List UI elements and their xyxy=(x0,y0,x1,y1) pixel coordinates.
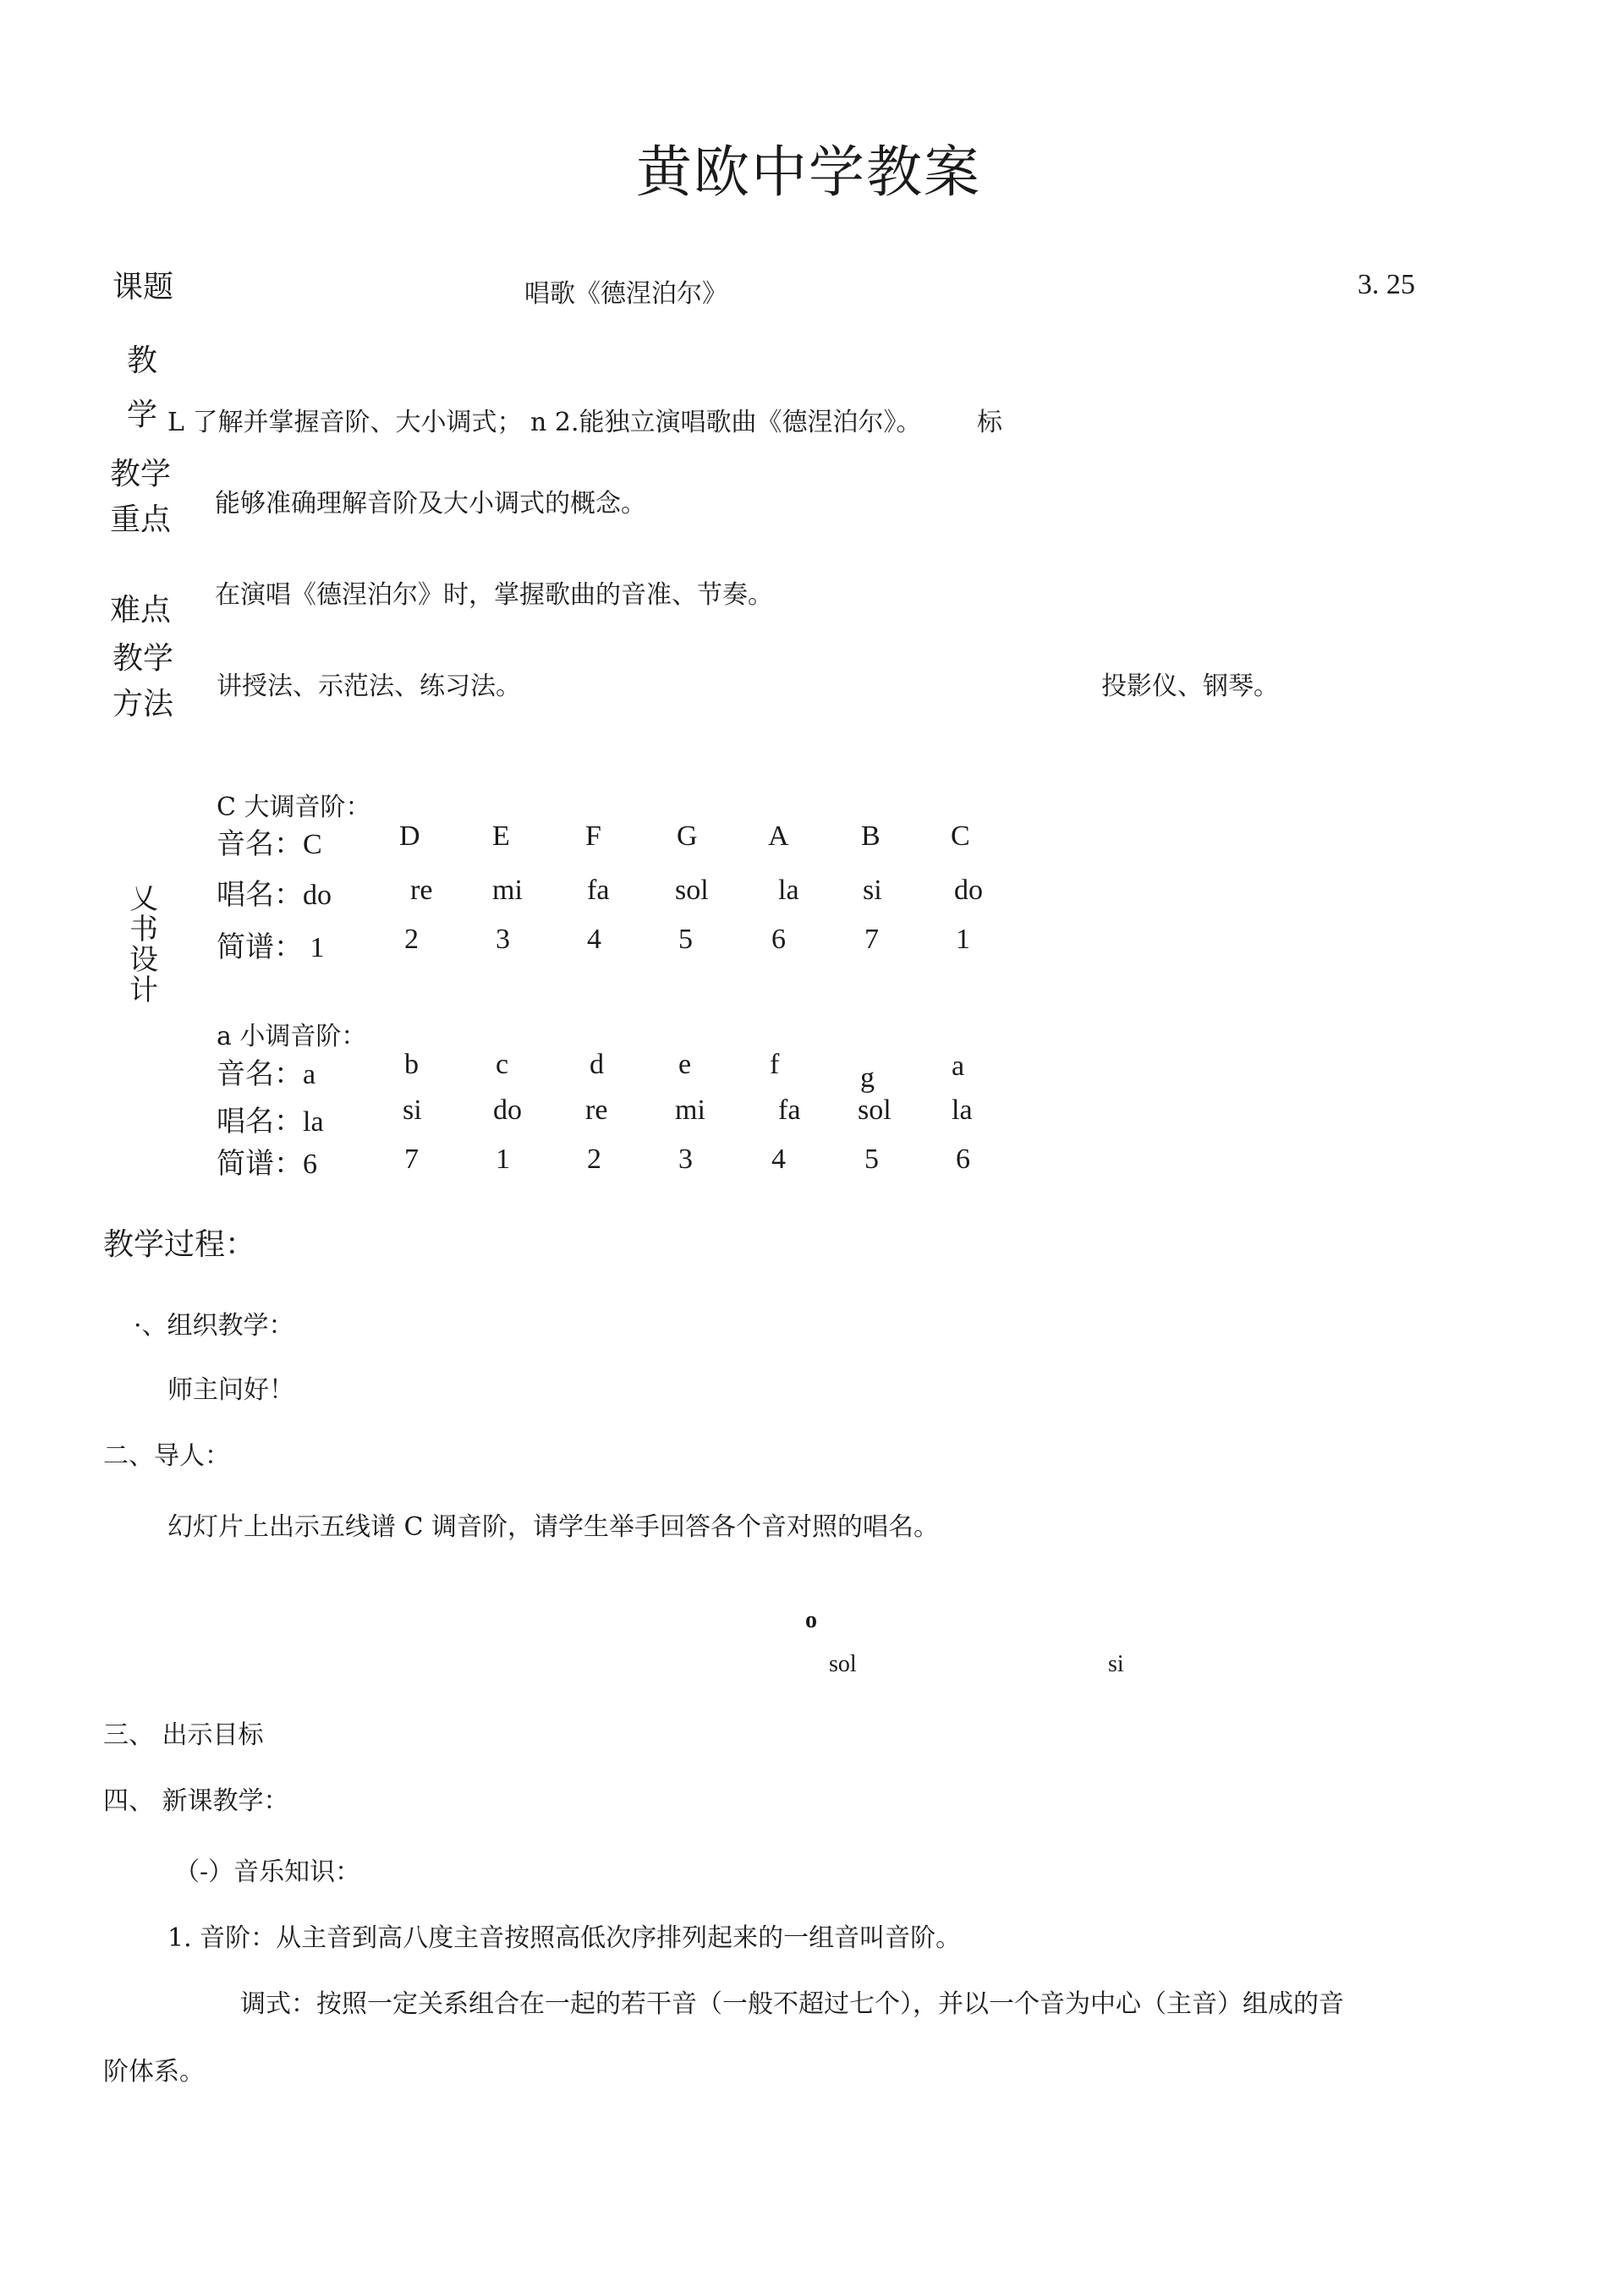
process-step-1-detail: 师主问好！ xyxy=(167,1375,294,1405)
a-minor-cell: 4 xyxy=(771,1144,786,1175)
a-minor-cell: e xyxy=(678,1049,692,1080)
a-minor-cell: do xyxy=(493,1094,522,1126)
a-minor-cell: 5 xyxy=(864,1144,879,1175)
objectives-label-mid: 学 xyxy=(127,398,158,432)
objectives-text: L 了解并掌握音阶、大小调式； n 2.能独立演唱歌曲《德涅泊尔》。 xyxy=(167,408,922,437)
notation-sol: sol xyxy=(829,1651,857,1677)
c-major-cell: 7 xyxy=(864,924,879,955)
process-item-2-line-2: 阶体系。 xyxy=(103,2057,205,2087)
methods-tools: 投影仪、钢琴。 xyxy=(1101,672,1279,701)
a-minor-cell: fa xyxy=(778,1094,801,1126)
page-title: 黄欧中学教案 xyxy=(636,140,981,205)
c-major-cell: A xyxy=(768,820,789,852)
c-major-cell: 6 xyxy=(771,924,786,955)
c-major-cell: re xyxy=(410,875,433,906)
a-minor-cell: mi xyxy=(675,1094,705,1126)
c-major-heading: C 大调音阶： xyxy=(217,793,371,822)
a-minor-row-label: 音名：a xyxy=(217,1059,316,1090)
process-step-3: 三、 出示目标 xyxy=(103,1720,264,1750)
c-major-cell: sol xyxy=(675,875,709,906)
a-minor-cell: 1 xyxy=(496,1144,510,1175)
process-step-4: 四、 新课教学： xyxy=(103,1786,289,1816)
c-major-cell: si xyxy=(863,875,882,906)
c-major-cell: D xyxy=(399,820,420,852)
c-major-cell: 2 xyxy=(404,924,419,955)
topic-label: 课题 xyxy=(112,270,174,304)
a-minor-cell: 6 xyxy=(956,1144,970,1175)
a-minor-cell: 2 xyxy=(587,1144,601,1175)
c-major-cell: 4 xyxy=(587,924,601,955)
process-step-2-detail: 幻灯片上出示五线谱 C 调音阶，请学生举手回答各个音对照的唱名。 xyxy=(167,1512,940,1542)
board-design-char: 乂 xyxy=(129,882,158,916)
key-points-text: 能够准确理解音阶及大小调式的概念。 xyxy=(215,489,646,518)
a-minor-cell: sol xyxy=(858,1094,892,1126)
objectives-label-top: 教 xyxy=(127,343,158,378)
a-minor-cell: a xyxy=(952,1051,965,1082)
methods-label-2: 方法 xyxy=(112,687,174,721)
process-heading: 教学过程： xyxy=(103,1227,256,1262)
c-major-row-label: 音名：C xyxy=(217,829,322,860)
process-sub-1: （-）音乐知识： xyxy=(174,1857,361,1887)
a-minor-cell: b xyxy=(404,1049,419,1080)
a-minor-cell: f xyxy=(770,1049,780,1080)
objectives-label-tail: 标 xyxy=(977,408,1002,437)
a-minor-cell: re xyxy=(585,1094,608,1126)
board-design-char: 书 xyxy=(129,913,158,946)
c-major-cell: 1 xyxy=(956,924,970,955)
a-minor-row-label: 简谱：6 xyxy=(217,1149,317,1180)
c-major-cell: C xyxy=(951,820,970,852)
c-major-cell: B xyxy=(861,820,881,852)
process-step-1: ·、组织教学： xyxy=(134,1311,294,1341)
c-major-cell: G xyxy=(677,820,698,852)
board-design-char: 设 xyxy=(129,943,158,977)
c-major-cell: 3 xyxy=(496,924,510,955)
board-design-char: 计 xyxy=(129,974,158,1007)
topic-value: 唱歌《德涅泊尔》 xyxy=(524,279,727,309)
a-minor-heading: a 小调音阶： xyxy=(217,1022,367,1051)
methods-label-1: 教学 xyxy=(112,641,174,676)
a-minor-cell: si xyxy=(403,1094,422,1126)
difficulties-label: 难点 xyxy=(110,593,172,628)
key-points-label-2: 重点 xyxy=(110,502,172,537)
a-minor-cell: 7 xyxy=(404,1144,419,1175)
c-major-row-label: 唱名：do xyxy=(217,880,332,911)
c-major-cell: do xyxy=(954,875,983,906)
methods-text: 讲授法、示范法、练习法。 xyxy=(217,672,521,701)
a-minor-cell: la xyxy=(952,1094,973,1126)
c-major-cell: F xyxy=(585,820,601,852)
a-minor-cell: g xyxy=(860,1062,875,1094)
c-major-cell: mi xyxy=(492,875,523,906)
board-design-label xyxy=(127,884,161,1006)
a-minor-cell: c xyxy=(496,1049,509,1080)
process-item-1: 1. 音阶：从主音到高八度主音按照高低次序排列起来的一组音叫音阶。 xyxy=(167,1923,962,1953)
difficulties-text: 在演唱《德涅泊尔》时，掌握歌曲的音准、节奏。 xyxy=(215,580,773,610)
c-major-cell: E xyxy=(492,820,510,852)
process-item-2-line-1: 调式：按照一定关系组合在一起的若干音（一般不超过七个），并以一个音为中心（主音）组成的音 xyxy=(240,1989,1344,2019)
c-major-row-label: 简谱： 1 xyxy=(217,932,325,963)
notation-si: si xyxy=(1108,1651,1124,1677)
c-major-cell: fa xyxy=(587,875,610,906)
process-step-2: 二、导人： xyxy=(103,1441,230,1471)
key-points-label-1: 教学 xyxy=(110,457,172,491)
a-minor-cell: 3 xyxy=(678,1144,693,1175)
a-minor-row-label: 唱名：la xyxy=(217,1106,324,1138)
notation-whole-note: o xyxy=(805,1607,817,1633)
c-major-cell: la xyxy=(778,875,799,906)
a-minor-cell: d xyxy=(590,1049,604,1080)
c-major-cell: 5 xyxy=(678,924,693,955)
lesson-date: 3. 25 xyxy=(1358,269,1415,300)
